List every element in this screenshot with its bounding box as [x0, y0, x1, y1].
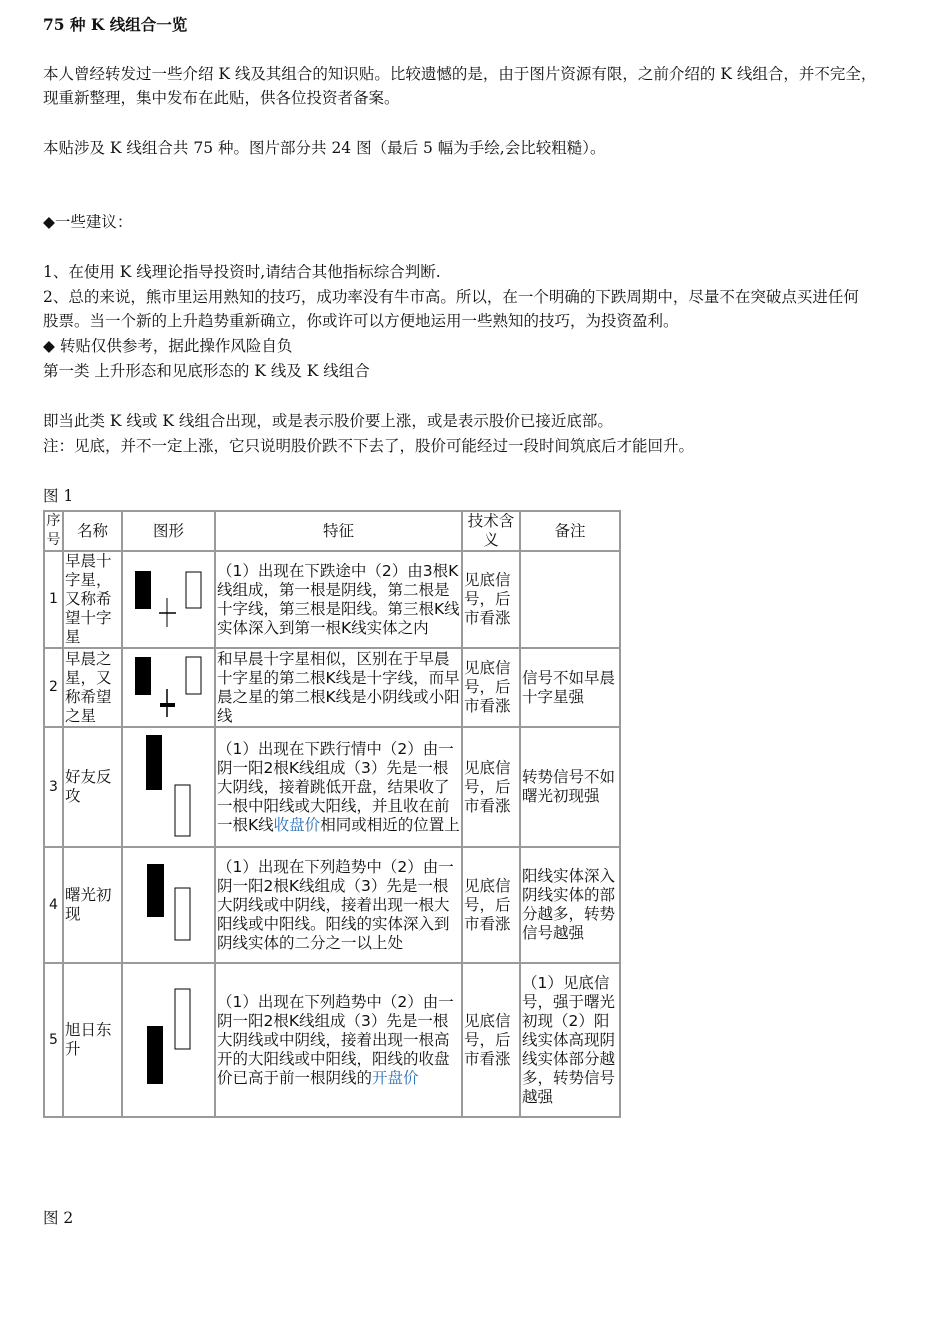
morning-doji-star-candles-icon [123, 553, 214, 647]
row-number: 2 [44, 648, 63, 727]
header-note: 备注 [520, 511, 620, 551]
header-feature: 特征 [215, 511, 462, 551]
summary-paragraph: 本贴涉及 K 线组合共 75 种。图片部分共 24 图（最后 5 幅为手绘,会比较粗糙）。 [43, 139, 606, 157]
row-meaning: 见底信号，后市看涨 [462, 963, 520, 1117]
bullish-candle [175, 888, 190, 940]
row-number: 5 [44, 963, 63, 1117]
figure-1-label: 图 1 [43, 487, 74, 505]
bearish-candle [147, 1026, 163, 1084]
row-figure-rising-sun [122, 963, 215, 1117]
morning-star-candles-icon [123, 649, 214, 726]
row-name: 早晨十字星，又称希望十字星 [63, 551, 122, 648]
bullish-candle [186, 572, 201, 608]
suggestion-2-line2: 股票。当一个新的上升趋势重新确立，你或许可以方便地运用一些熟知的技巧，为投资盈利。 [43, 312, 679, 330]
row-feature: 和早晨十字星相似，区别在于早晨十字星的第二根K线是十字线，而早晨之星的第二根K线是小阴线或小阳线 [215, 648, 462, 727]
row-feature: （1）出现在下跌途中（2）由3根K线组成，第一根是阴线，第二根是十字线，第三根是阳线。第三根K线实体深入到第一根K线实体之内 [215, 551, 462, 648]
row-note: 转势信号不如曙光初现强 [520, 727, 620, 847]
row-meaning: 见底信号，后市看涨 [462, 648, 520, 727]
row-feature: （1）出现在下列趋势中（2）由一阴一阳2根K线组成（3）先是一根大阴线或中阴线，接着出现一根大阳线或中阳线。阳线的实体深入到阴线实体的二分之一以上处 [215, 847, 462, 963]
piercing-line-candles-icon [123, 848, 214, 962]
opening-price-link[interactable]: 开盘价 [372, 1068, 419, 1087]
row-meaning: 见底信号，后市看涨 [462, 847, 520, 963]
bullish-candle [186, 657, 201, 694]
rising-sun-candles-icon [123, 964, 214, 1116]
document-title: 75 种 K 线组合一览 [43, 15, 188, 34]
bullish-candle [175, 785, 190, 836]
row-note [520, 551, 620, 648]
bearish-candle [135, 571, 151, 609]
row-number: 1 [44, 551, 63, 648]
row-name: 好友反攻 [63, 727, 122, 847]
row-figure-counterattack [122, 727, 215, 847]
row-feature-text: （1）出现在下列趋势中（2）由一阴一阳2根K线组成（3）先是一根大阴线或中阴线，接着出现一根高开的大阳线或中阳线，阳线的收盘价已高于前一根阴线的 [217, 992, 454, 1087]
header-figure: 图形 [122, 511, 215, 551]
row-note: 信号不如早晨十字星强 [520, 648, 620, 727]
suggestion-1: 1、在使用 K 线理论指导投资时,请结合其他指标综合判断. [43, 263, 441, 281]
category-title: 第一类 上升形态和见底形态的 K 线及 K 线组合 [43, 362, 370, 380]
row-figure-morning-star [122, 648, 215, 727]
row-feature-tail: 相同或相近的位置上 [320, 815, 460, 834]
table-row [44, 963, 620, 1117]
row-figure-morning-doji-star [122, 551, 215, 648]
header-name: 名称 [63, 511, 122, 551]
table-header-row [44, 511, 620, 551]
counterattack-candles-icon [123, 728, 214, 846]
row-feature [215, 963, 462, 1117]
table-row [44, 847, 620, 963]
row-feature [215, 727, 462, 847]
row-meaning: 见底信号，后市看涨 [462, 551, 520, 648]
header-meaning: 技术含义 [462, 511, 520, 551]
intro-paragraph-line1: 本人曾经转发过一些介绍 K 线及其组合的知识贴。比较遗憾的是，由于图片资源有限，之前介绍的 K 线组合，并不完全， [43, 65, 877, 83]
row-name: 曙光初现 [63, 847, 122, 963]
category-description: 即当此类 K 线或 K 线组合出现，或是表示股价要上涨，或是表示股价已接近底部。 [43, 412, 613, 430]
row-name: 早晨之星，又称希望之星 [63, 648, 122, 727]
header-number: 序号 [44, 511, 63, 551]
table-row [44, 727, 620, 847]
row-number: 4 [44, 847, 63, 963]
row-name: 旭日东升 [63, 963, 122, 1117]
row-feature-text: （1）出现在下跌行情中（2）由一阴一阳2根K线组成（3）先是一根大阴线，接着跳低开盘，结果收了一根中阳线或大阳线，并且收在前一根K线 [217, 739, 454, 834]
kline-table [43, 510, 621, 1118]
figure-2-label: 图 2 [43, 1209, 74, 1227]
table-row [44, 648, 620, 727]
row-figure-piercing-line [122, 847, 215, 963]
intro-paragraph-line2: 现重新整理，集中发布在此贴，供各位投资者备案。 [43, 89, 400, 107]
suggestions-heading: ◆一些建议： [43, 213, 133, 231]
bearish-candle [146, 735, 162, 790]
suggestion-2-line1: 2、总的来说，熊市里运用熟知的技巧，成功率没有牛市高。所以，在一个明确的下跌周期中，尽量不在突破点买进任何 [43, 288, 859, 306]
small-candle-body [160, 703, 175, 707]
row-meaning: 见底信号，后市看涨 [462, 727, 520, 847]
bearish-candle [135, 657, 151, 695]
category-note: 注：见底，并不一定上涨，它只说明股价跌不下去了，股价可能经过一段时间筑底后才能回升。 [43, 437, 695, 455]
table-row [44, 551, 620, 648]
bullish-candle [175, 989, 190, 1049]
closing-price-link[interactable]: 收盘价 [273, 815, 321, 834]
bearish-candle [147, 864, 164, 917]
row-note: （1）见底信号，强于曙光 初现（2）阳线实体高现阴线实体部分越多，转势信号越强 [520, 963, 620, 1117]
row-number: 3 [44, 727, 63, 847]
row-note: 阳线实体深入阴线实体的部分越多，转势信号越强 [520, 847, 620, 963]
disclaimer: ◆ 转贴仅供参考，据此操作风险自负 [43, 337, 293, 355]
